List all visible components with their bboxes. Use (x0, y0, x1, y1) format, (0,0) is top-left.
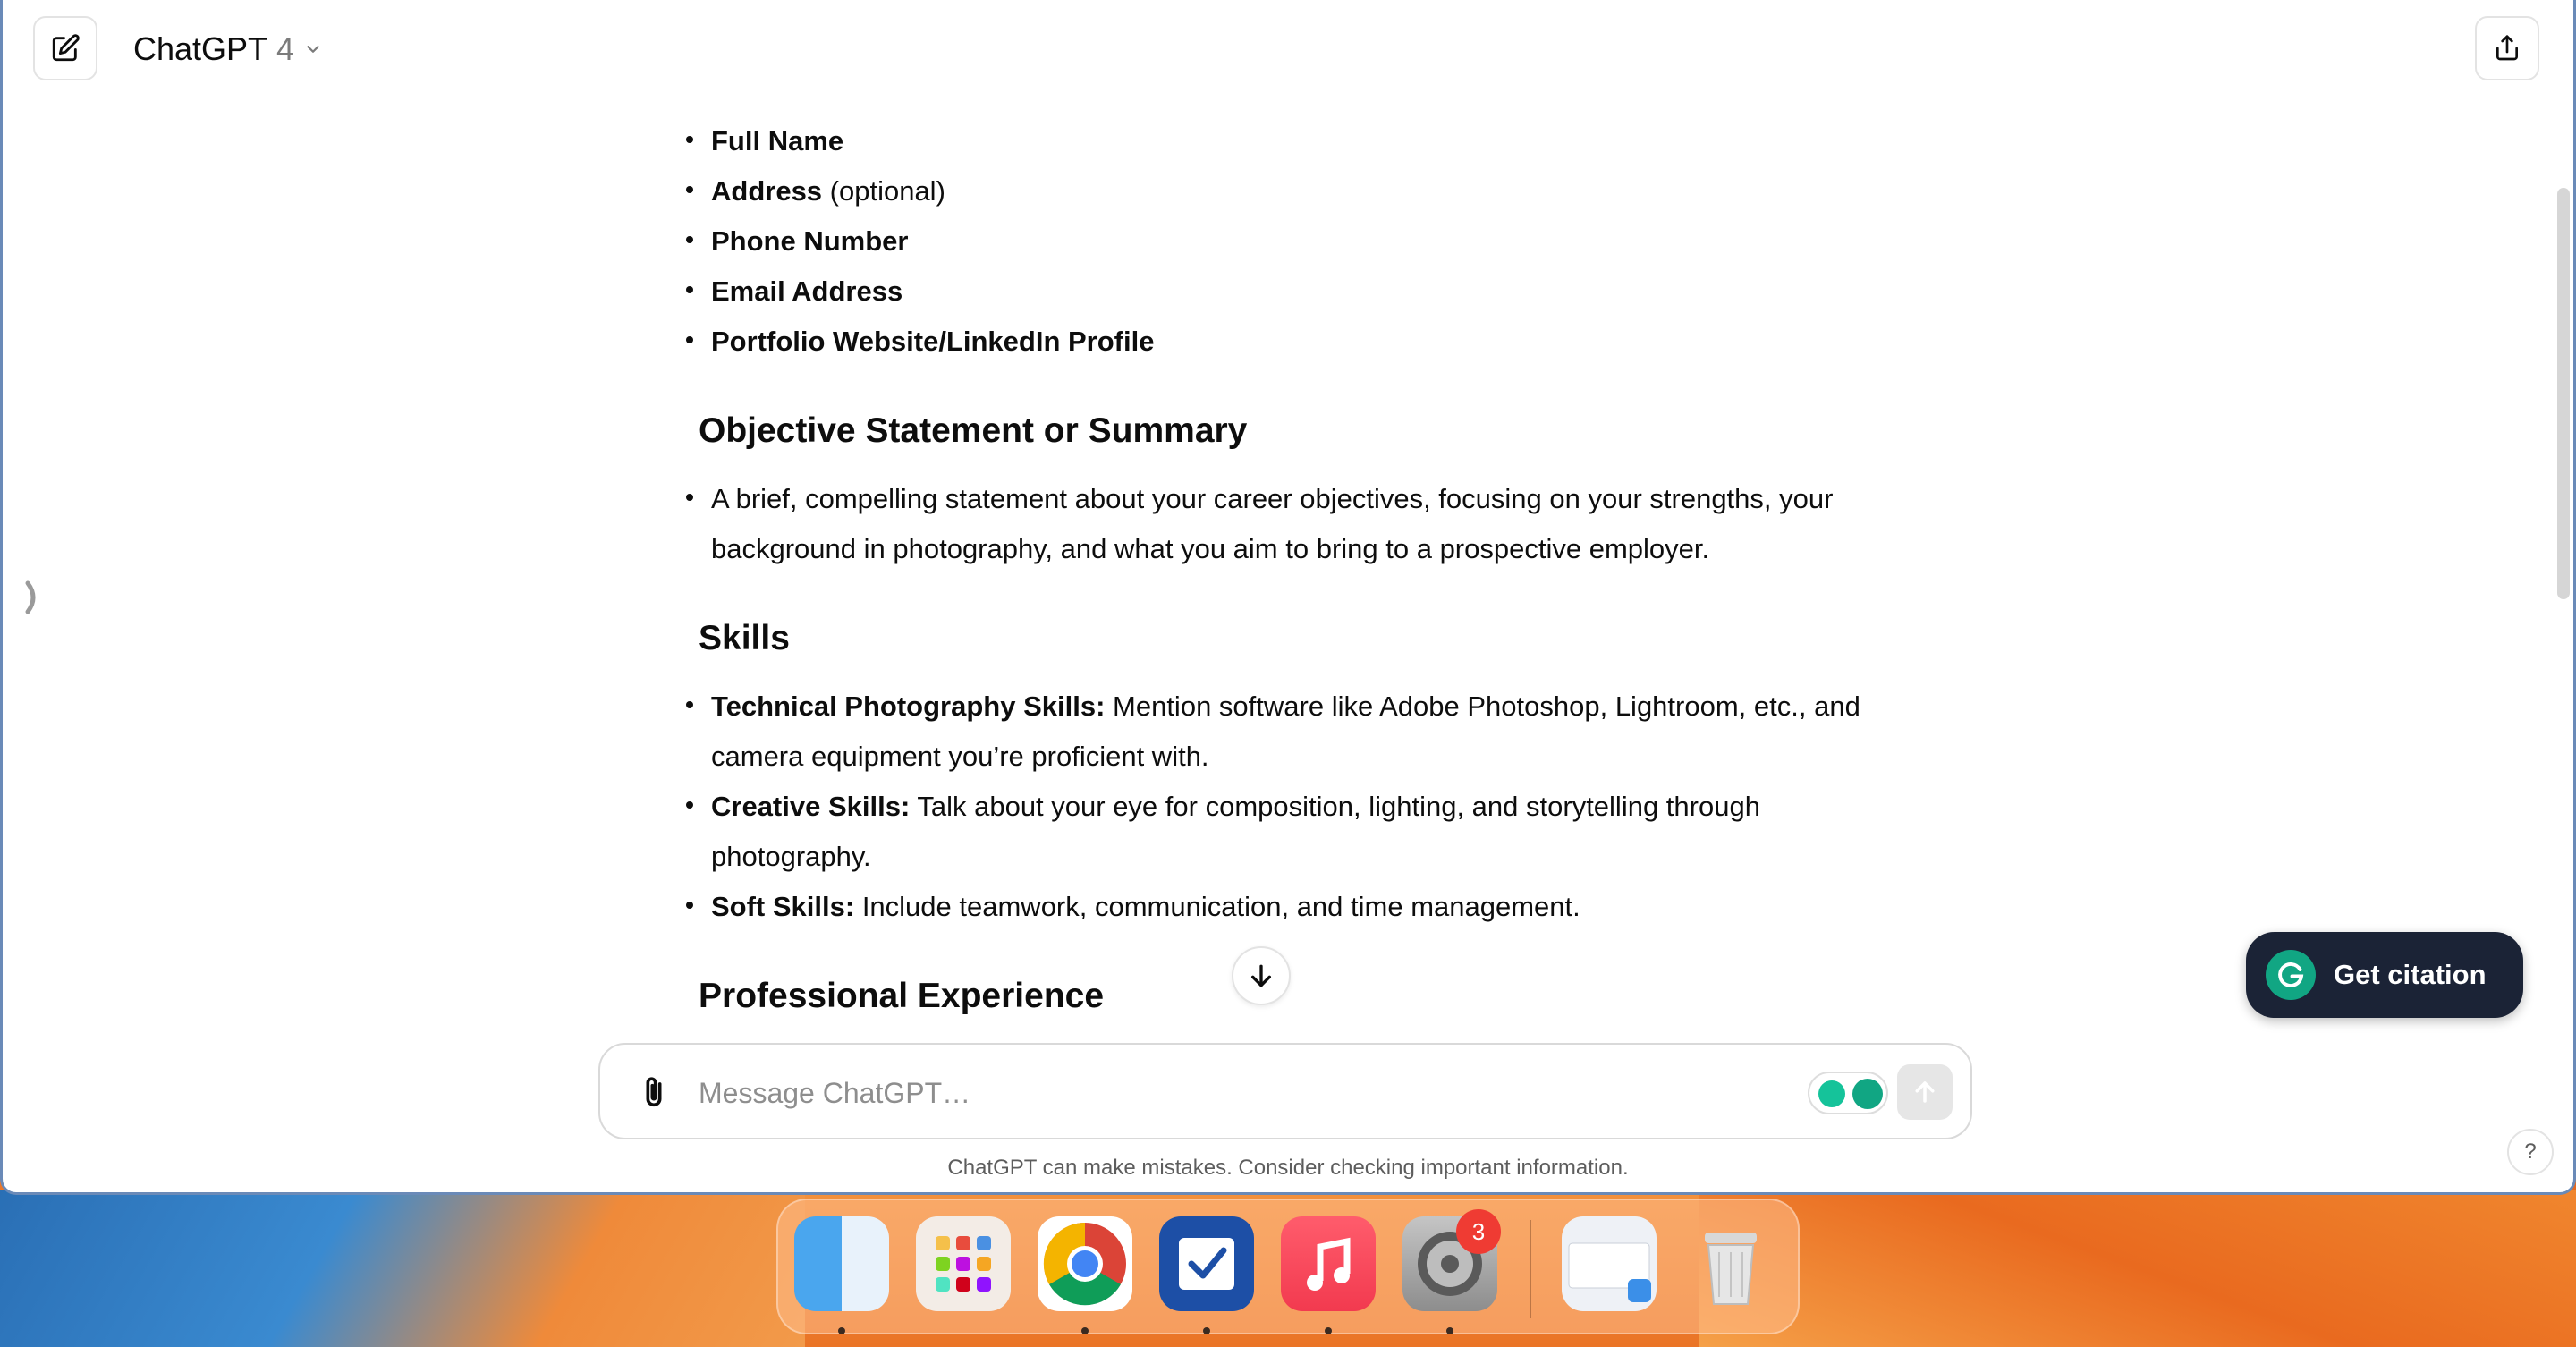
item-text: (optional) (822, 175, 945, 207)
running-indicator (1081, 1327, 1089, 1334)
notification-badge: 3 (1456, 1209, 1501, 1254)
arrow-down-icon (1247, 962, 1275, 990)
scrollbar[interactable] (2557, 188, 2570, 599)
launchpad-icon[interactable] (916, 1216, 1011, 1311)
grammarly-icon (2266, 950, 2316, 1000)
preview-window-icon[interactable] (1562, 1216, 1657, 1311)
tasks-icon[interactable] (1159, 1216, 1254, 1311)
item-bold: Full Name (711, 125, 844, 157)
model-version: 4 (276, 30, 295, 67)
item-bold: Address (711, 175, 823, 207)
contact-list (682, 116, 1899, 367)
chrome-icon[interactable] (1038, 1216, 1132, 1311)
item-text: A brief, compelling statement about your career objectives, focusing on your strengths, your background in photography, and what you aim to bring to a prospective employer. (711, 483, 1834, 564)
arrow-up-icon (1911, 1079, 1938, 1106)
dock (776, 1199, 1800, 1334)
list-item (682, 317, 1899, 367)
trash-icon[interactable] (1683, 1216, 1778, 1311)
item-bold: Soft Skills: (711, 891, 855, 922)
model-selector[interactable] (133, 30, 323, 68)
experience-heading: Professional Experience (699, 977, 1105, 1015)
share-icon (2493, 34, 2521, 63)
wallpaper-right (1699, 1190, 2576, 1347)
disclaimer-text: ChatGPT can make mistakes. Consider checking important information. (947, 1156, 1629, 1180)
item-text: Mention software like Adobe Photoshop, Lightroom, etc., and camera equipment you’re proficient with. (711, 690, 1860, 772)
grammarly-widget[interactable] (1808, 1072, 1888, 1114)
skills-list (682, 682, 1899, 932)
list-item (682, 782, 1899, 882)
list-item (682, 216, 1899, 267)
item-bold: Technical Photography Skills: (711, 690, 1106, 722)
list-item (682, 882, 1899, 932)
item-bold: Creative Skills: (711, 791, 911, 822)
list-item (682, 116, 1899, 166)
list-item (682, 682, 1899, 782)
list-item (682, 474, 1899, 574)
list-item (682, 267, 1899, 317)
paperclip-icon[interactable] (636, 1073, 672, 1113)
model-name: ChatGPT (133, 30, 268, 67)
finder-icon[interactable] (794, 1216, 889, 1311)
edit-icon (50, 33, 80, 64)
chevron-down-icon (303, 39, 323, 59)
item-bold: Email Address (711, 275, 903, 307)
item-text: Include teamwork, communication, and time management. (854, 891, 1580, 922)
objective-list (682, 474, 1899, 574)
objective-heading: Objective Statement or Summary (699, 411, 1248, 450)
share-button[interactable] (2475, 16, 2539, 80)
running-indicator (838, 1327, 845, 1334)
running-indicator (1446, 1327, 1453, 1334)
item-bold: Portfolio Website/LinkedIn Profile (711, 326, 1155, 357)
item-text: Talk about your eye for composition, lighting, and storytelling through photography. (711, 791, 1760, 872)
wallpaper-left (0, 1190, 805, 1347)
scroll-down-button[interactable] (1232, 946, 1291, 1005)
item-bold: Phone Number (711, 225, 909, 257)
message-input[interactable] (699, 1066, 1682, 1120)
sidebar-toggle-icon[interactable] (24, 580, 42, 615)
message-composer (598, 1043, 1972, 1139)
assistant-message (682, 116, 1899, 1039)
music-icon[interactable] (1281, 1216, 1376, 1311)
get-citation-button[interactable] (2246, 932, 2523, 1018)
send-button[interactable] (1897, 1064, 1953, 1120)
running-indicator (1203, 1327, 1210, 1334)
lightbulb-icon (1818, 1080, 1845, 1107)
running-indicator (1325, 1327, 1332, 1334)
top-bar (3, 0, 2573, 98)
grammarly-icon (1852, 1079, 1883, 1109)
list-item (682, 166, 1899, 216)
skills-heading: Skills (699, 619, 790, 657)
dock-separator (1530, 1220, 1531, 1318)
citation-label: Get citation (2334, 959, 2487, 990)
new-chat-button[interactable] (33, 16, 97, 80)
help-button[interactable]: ? (2507, 1129, 2554, 1175)
